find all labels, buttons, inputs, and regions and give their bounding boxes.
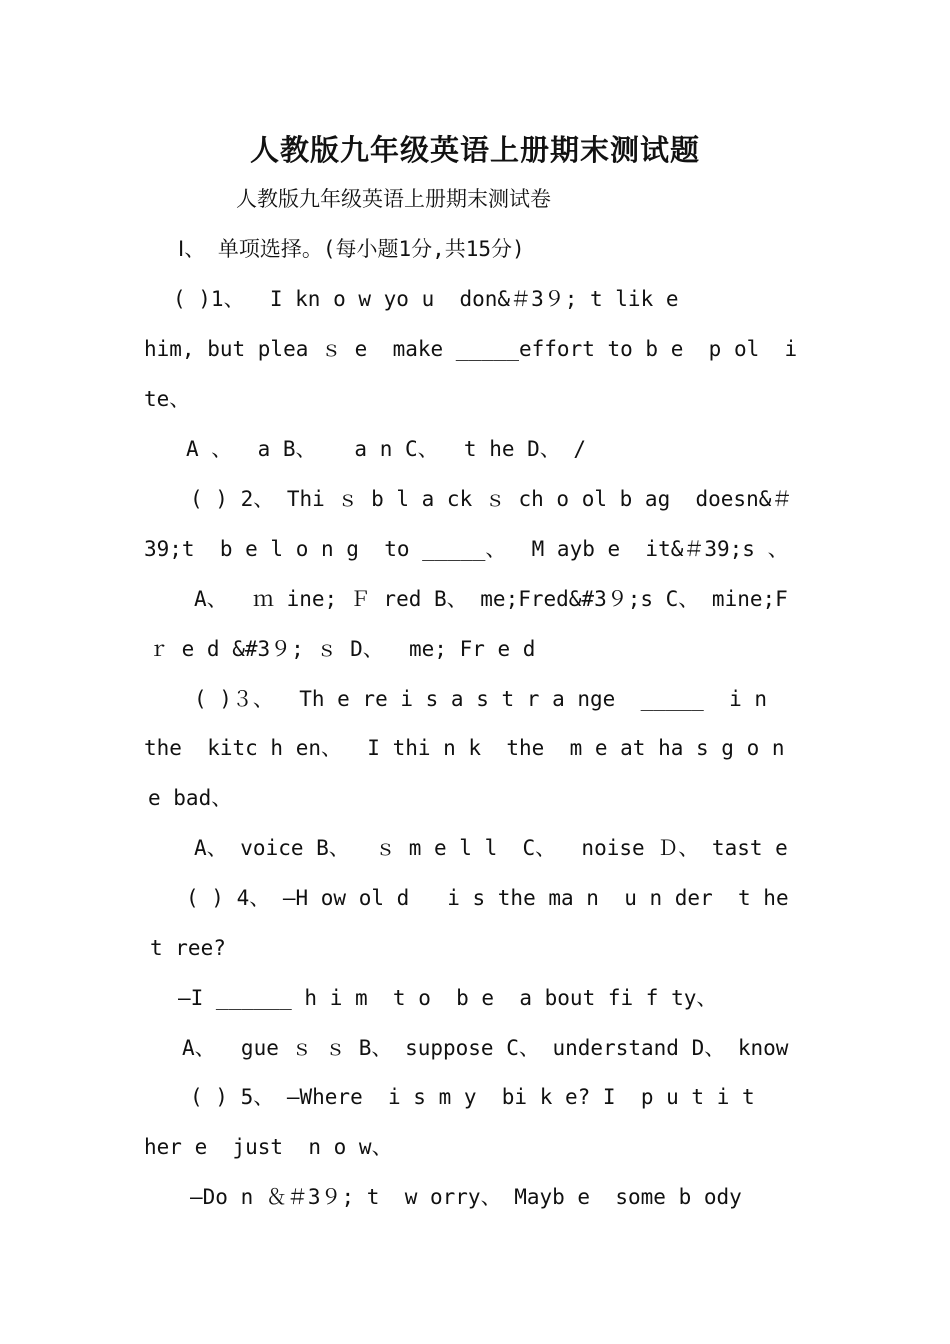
question-5-line-1: ( ) 5、 —Where i s m y bi k e? I p u t i t [190, 1085, 755, 1109]
question-1-line-3: te、 [144, 387, 191, 411]
question-1-line-1: ( )1、 I kn o w yo u don&＃3９; t lik e [173, 287, 679, 311]
question-2-line-2: 39;t b e l o n g to _____、 M ayb e it&＃39;s 、 [144, 537, 789, 561]
question-2-line-1: ( ) 2、 Thi ｓ b l a ck ｓ ch o ol b ag doesn&＃ [190, 487, 793, 511]
question-4-line-3: —I ______ h i m t o b e a bout fi f ty、 [178, 986, 718, 1010]
question-3-line-3: e bad、 [148, 786, 233, 810]
question-2-options-line-1: A、 ｍ ine; Ｆ red B、 me;Fred&#3９;s C、 mine;F [194, 587, 788, 611]
question-3-line-2: the kitc h en、 I thi n k the m e at ha s g o n [144, 736, 785, 760]
document-title: 人教版九年级英语上册期末测试题 [249, 133, 700, 167]
question-4-line-2: t ree? [150, 936, 226, 960]
question-3-options: A、 voice B、 ｓ m e l l C、 noise Ｄ、 tast e [194, 836, 788, 860]
question-3-line-1: ( )３、 Th e re i s a s t r a nge _____ i n [194, 687, 768, 711]
document-subtitle: 人教版九年级英语上册期末测试卷 [236, 187, 551, 211]
question-4-line-1: ( ) 4、 —H ow ol d i s the ma n u n der t he [186, 886, 789, 910]
question-1-options: A 、 a B、 a n C、 t he D、 / [186, 437, 587, 461]
section-heading: Ⅰ、 单项选择。(每小题1分,共15分) [178, 237, 525, 261]
question-1-line-2: him, but plea ｓ e make _____effort to b e p ol i [144, 337, 798, 361]
question-4-options: A、 gue ｓ ｓ B、 suppose C、 understand D、 know [182, 1036, 789, 1060]
question-2-options-line-2: ｒ e d &#3９; ｓ D、 me; Fr e d [148, 637, 536, 661]
question-5-line-3: —Do n ＆＃3９; t w orry、 Mayb e some b ody [190, 1185, 742, 1209]
question-5-line-2: her e just n o w、 [144, 1135, 393, 1159]
